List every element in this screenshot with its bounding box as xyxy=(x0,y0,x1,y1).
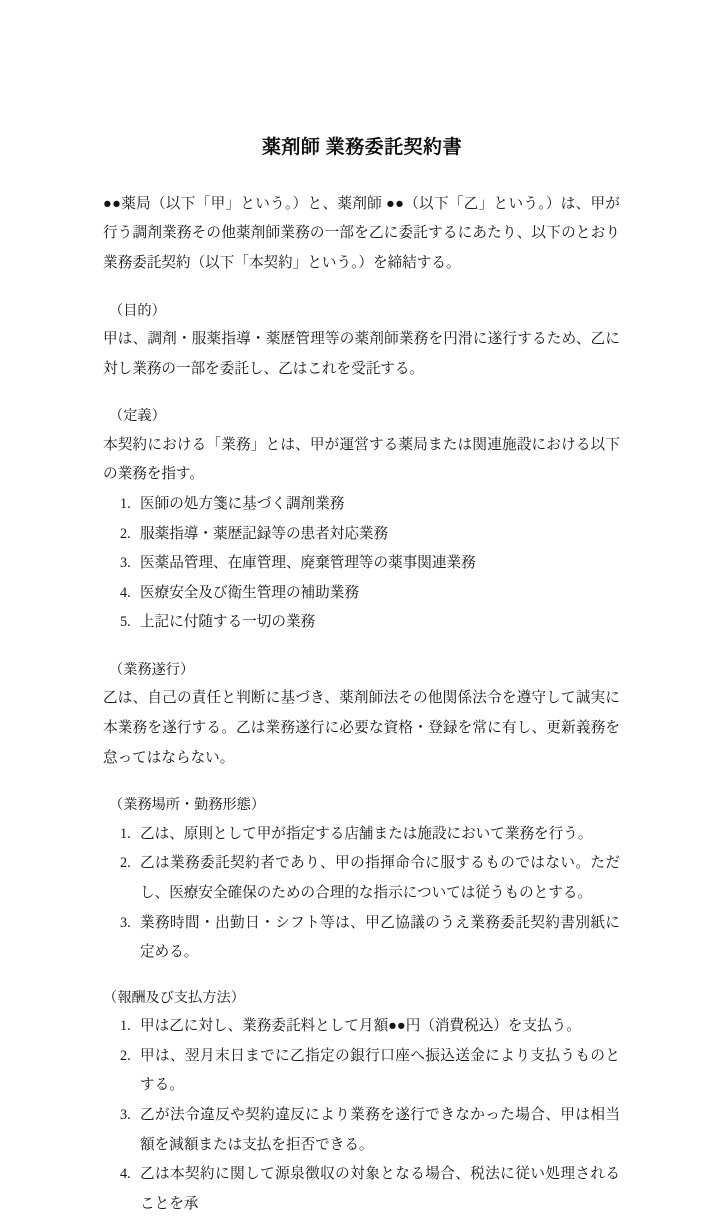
section-body: 甲は、調剤・服薬指導・薬歴管理等の薬剤師業務を円滑に遂行するため、乙に対し業務の一部を委託し、乙はこれを受託する。 xyxy=(103,330,620,377)
list-item: 乙は本契約に関して源泉徴収の対象となる場合、税法に従い処理されることを承 xyxy=(140,1166,620,1212)
list-item: 上記に付随する一切の業務 xyxy=(140,614,316,631)
section-workplace xyxy=(103,791,620,968)
list-item: 医薬品管理、在庫管理、廃棄管理等の薬事関連業務 xyxy=(140,555,476,572)
section-body: 乙は、自己の責任と判断に基づき、薬剤師法その他関係法令を遵守して誠実に本業務を遂行する。乙は業務遂行に必要な資格・登録を常に有し、更新義務を怠ってはならない。 xyxy=(103,690,620,766)
section-body: 本契約における「業務」とは、甲が運営する薬局または関連施設における以下の業務を指す。 xyxy=(103,436,620,483)
section-heading: （目的） xyxy=(109,302,166,319)
list-item: 業務時間・出勤日・シフト等は、甲乙協議のうえ業務委託契約書別紙に定める。 xyxy=(140,914,620,961)
intro-paragraph: ●●薬局（以下「甲」という。）と、薬剤師 ●●（以下「乙」という。）は、甲が行う調剤業務その他薬剤師業務の一部を乙に委託するにあたり、以下のとおり業務委託契約（以下「本契約」という。）を締結する。 xyxy=(103,195,620,271)
definition-list xyxy=(103,490,620,638)
list-item: 乙は業務委託契約者であり、甲の指揮命令に服するものではない。ただし、医療安全確保のための合理的な指示については従うものとする。 xyxy=(140,855,620,901)
list-item: 乙が法令違反や契約違反により業務を遂行できなかった場合、甲は相当額を減額または支払を拒否できる。 xyxy=(140,1107,620,1153)
list-item: 甲は乙に対し、業務委託料として月額●●円（消費税込）を支払う。 xyxy=(140,1018,581,1035)
workplace-list xyxy=(103,820,620,968)
section-definition xyxy=(103,402,620,638)
list-item: 乙は、原則として甲が指定する店舗または施設において業務を行う。 xyxy=(140,825,593,842)
list-item: 服薬指導・薬歴記録等の患者対応業務 xyxy=(140,525,389,542)
section-heading: （報酬及び支払方法） xyxy=(103,989,245,1006)
section-compensation xyxy=(103,984,620,1220)
list-item: 医師の処方箋に基づく調剤業務 xyxy=(140,495,345,512)
section-heading: （定義） xyxy=(109,408,166,425)
section-heading: （業務場所・勤務形態） xyxy=(109,797,266,814)
section-purpose xyxy=(103,297,620,385)
page-title: 薬剤師 業務委託契約書 xyxy=(261,137,463,158)
compensation-list xyxy=(103,1012,620,1219)
list-item: 甲は、翌月末日までに乙指定の銀行口座へ振込送金により支払うものとする。 xyxy=(140,1047,620,1094)
document-body xyxy=(103,161,620,1220)
section-heading: （業務遂行） xyxy=(109,662,195,678)
section-performance xyxy=(103,656,620,773)
list-item: 医療安全及び衛生管理の補助業務 xyxy=(140,584,359,601)
